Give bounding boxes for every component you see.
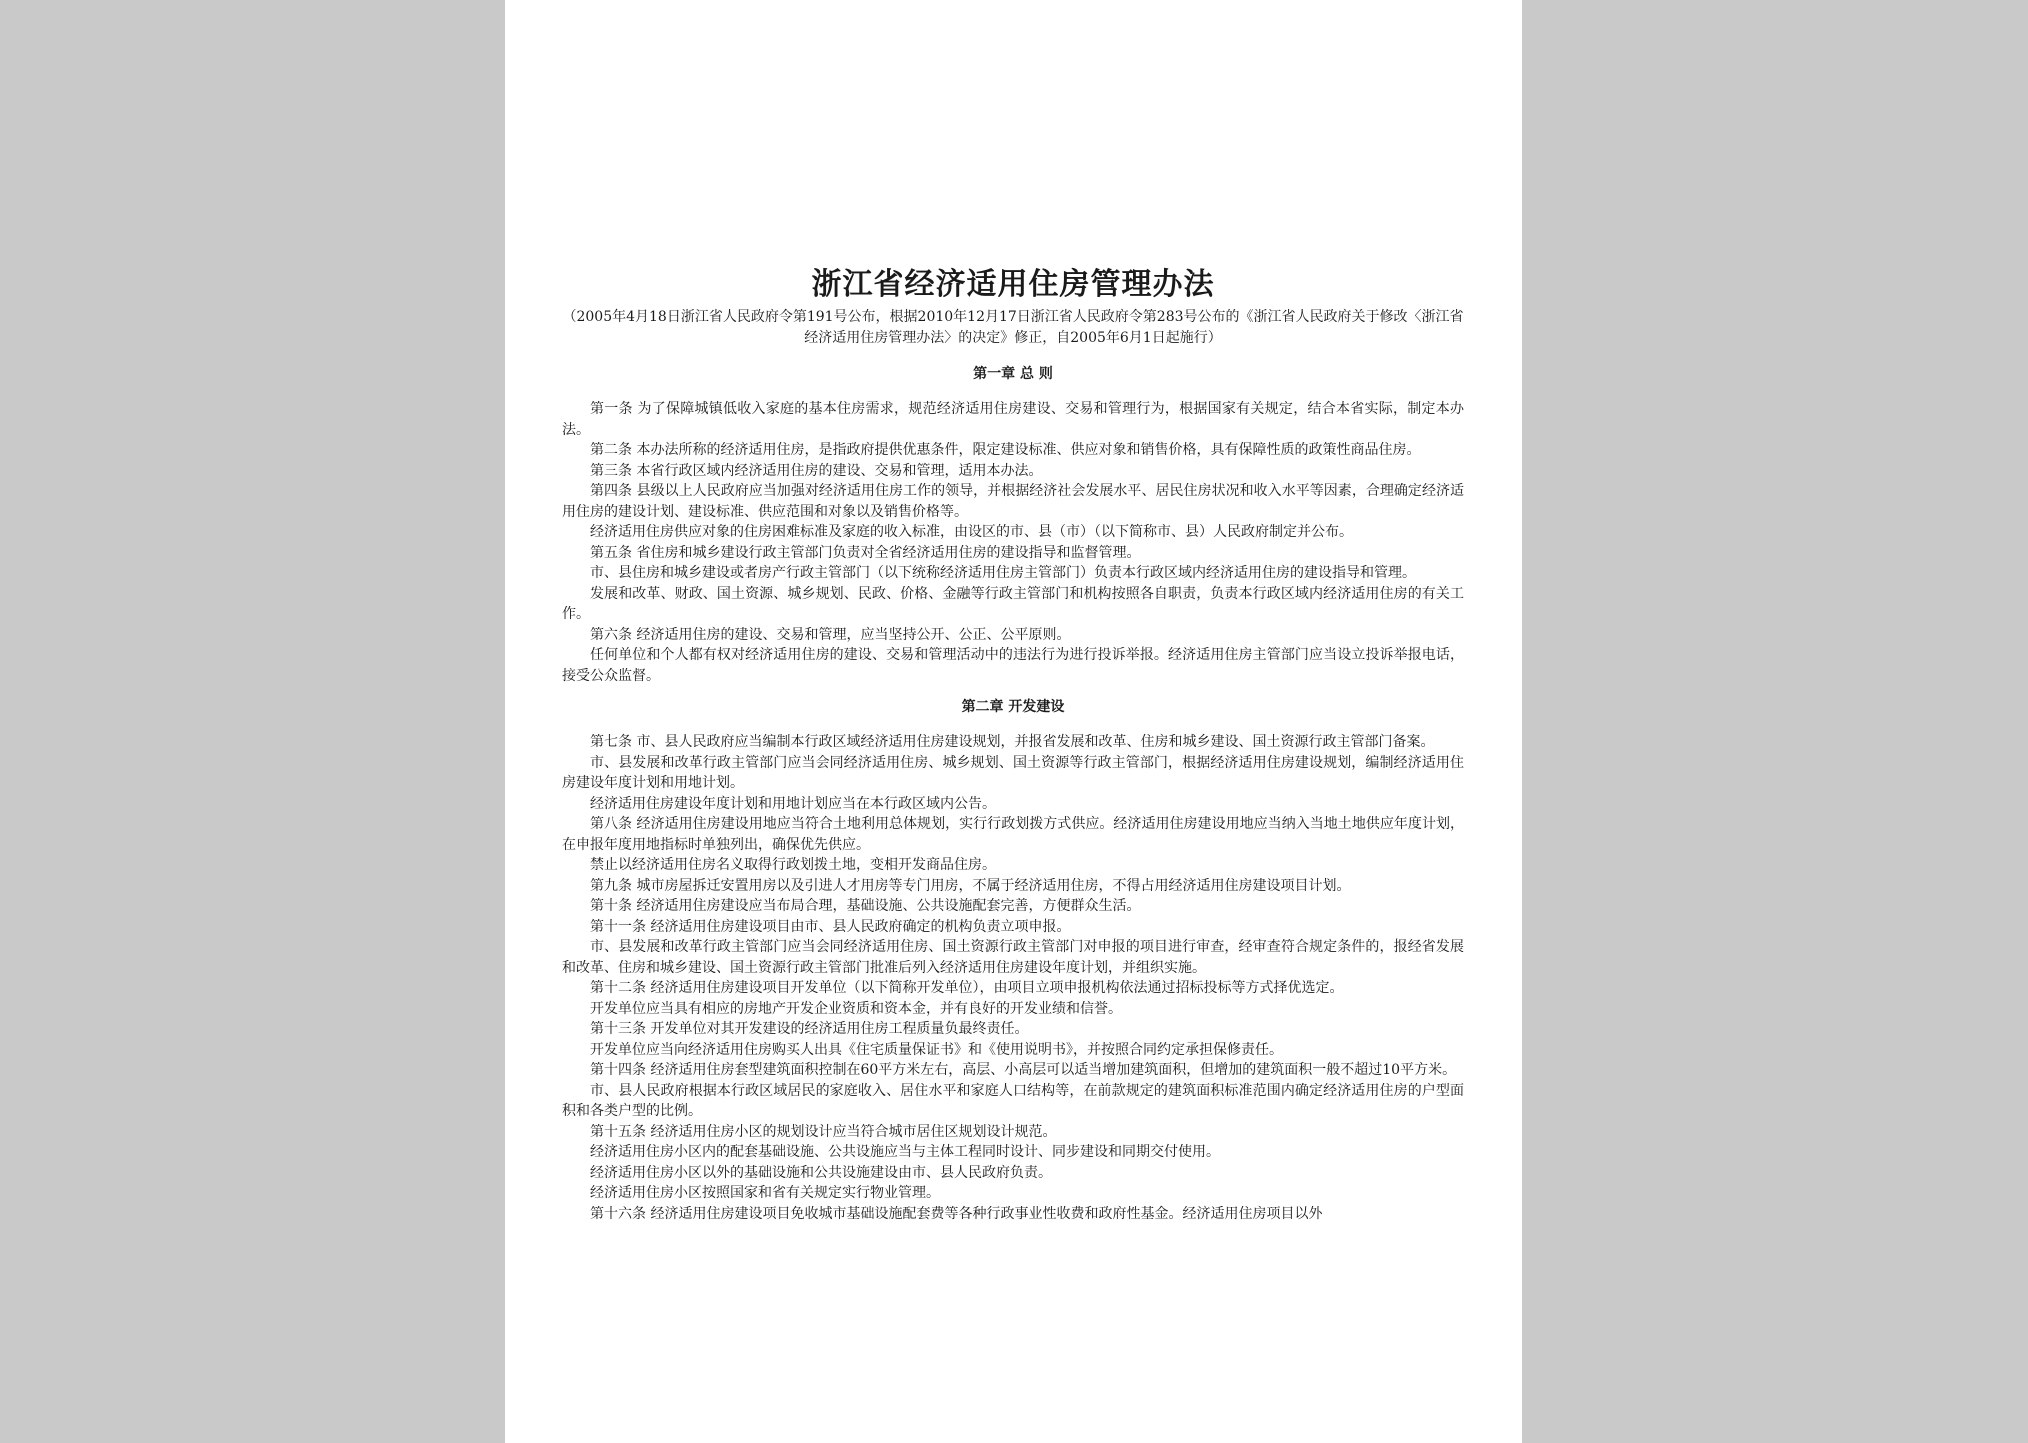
paragraph: 经济适用住房小区按照国家和省有关规定实行物业管理。: [590, 1185, 940, 1201]
paragraph: 经济适用住房建设年度计划和用地计划应当在本行政区域内公告。: [590, 795, 996, 812]
paragraph: 第三条 本省行政区域内经济适用住房的建设、交易和管理，适用本办法。: [590, 462, 1043, 479]
paragraph: 市、县人民政府根据本行政区域居民的家庭收入、居住水平和家庭人口结构等，在前款规定的建筑面积标准范围内确定经济适用住房的户型面积和各类户型的比例。: [562, 1082, 1464, 1119]
paragraph: 经济适用住房小区内的配套基础设施、公共设施应当与主体工程同时设计、同步建设和同期交付使用。: [590, 1144, 1220, 1160]
paragraph: 第十一条 经济适用住房建设项目由市、县人民政府确定的机构负责立项申报。: [590, 918, 1071, 935]
paragraph: 经济适用住房小区以外的基础设施和公共设施建设由市、县人民政府负责。: [590, 1164, 1052, 1181]
paragraph: 第二条 本办法所称的经济适用住房，是指政府提供优惠条件，限定建设标准、供应对象和销售价格，具有保障性质的政策性商品住房。: [590, 442, 1421, 458]
paragraph: 第七条 市、县人民政府应当编制本行政区域经济适用住房建设规划，并报省发展和改革、住房和城乡建设、国土资源行政主管部门备案。: [590, 734, 1435, 750]
paragraph: 禁止以经济适用住房名义取得行政划拨土地，变相开发商品住房。: [590, 857, 996, 873]
document-title: 浙江省经济适用住房管理办法: [811, 267, 1215, 302]
paragraph: 第十六条 经济适用住房建设项目免收城市基础设施配套费等各种行政事业性收费和政府性基金。经济适用住房项目以外: [590, 1205, 1323, 1222]
paragraph: 第十条 经济适用住房建设应当布局合理，基础设施、公共设施配套完善，方便群众生活。: [590, 898, 1141, 914]
chapter-heading: 第二章 开发建设: [961, 699, 1065, 715]
paragraph: 任何单位和个人都有权对经济适用住房的建设、交易和管理活动中的违法行为进行投诉举报。经济适用住房主管部门应当设立投诉举报电话，接受公众监督。: [562, 647, 1464, 684]
paragraph: 第五条 省住房和城乡建设行政主管部门负责对全省经济适用住房的建设指导和监督管理。: [590, 544, 1141, 561]
paragraph: 第六条 经济适用住房的建设、交易和管理，应当坚持公开、公正、公平原则。: [590, 626, 1071, 643]
paragraph: 第十二条 经济适用住房建设项目开发单位（以下简称开发单位），由项目立项申报机构依法通过招标投标等方式择优选定。: [590, 980, 1344, 996]
document-note: （2005年4月18日浙江省人民政府令第191号公布，根据2010年12月17日浙江省人民政府令第283号公布的《浙江省人民政府关于修改〈浙江省经济适用住房管理办法〉的决定》修正，自2005年6月1日起施行）: [562, 309, 1464, 346]
chapter-heading: 第一章 总 则: [973, 366, 1053, 382]
paragraph: 第八条 经济适用住房建设用地应当符合土地利用总体规划，实行行政划拨方式供应。经济适用住房建设用地应当纳入当地土地供应年度计划，在申报年度用地指标时单独列出，确保优先供应。: [562, 816, 1464, 853]
paragraph: 第十三条 开发单位对其开发建设的经济适用住房工程质量负最终责任。: [590, 1021, 1029, 1037]
paragraph: 第十五条 经济适用住房小区的规划设计应当符合城市居住区规划设计规范。: [590, 1123, 1057, 1140]
chapter-2-body: [562, 732, 1464, 1224]
paragraph: 第十四条 经济适用住房套型建筑面积控制在60平方米左右，高层、小高层可以适当增加建筑面积，但增加的建筑面积一般不超过10平方米。: [590, 1062, 1457, 1078]
paragraph: 发展和改革、财政、国土资源、城乡规划、民政、价格、金融等行政主管部门和机构按照各自职责，负责本行政区域内经济适用住房的有关工作。: [562, 585, 1464, 622]
section-gap: [562, 686, 1464, 696]
paragraph: 经济适用住房供应对象的住房困难标准及家庭的收入标准，由设区的市、县（市）（以下简称市、县）人民政府制定并公布。: [590, 524, 1353, 540]
paragraph: 第一条 为了保障城镇低收入家庭的基本住房需求，规范经济适用住房建设、交易和管理行为，根据国家有关规定，结合本省实际，制定本办法。: [562, 401, 1464, 438]
chapter-1-body: [562, 399, 1464, 686]
paragraph: 市、县发展和改革行政主管部门应当会同经济适用住房、城乡规划、国土资源等行政主管部门，根据经济适用住房建设规划，编制经济适用住房建设年度计划和用地计划。: [562, 754, 1464, 791]
document-page: [505, 0, 1522, 1443]
paragraph: 第九条 城市房屋拆迁安置用房以及引进人才用房等专门用房，不属于经济适用住房，不得占用经济适用住房建设项目计划。: [590, 877, 1351, 894]
paragraph: 开发单位应当具有相应的房地产开发企业资质和资本金，并有良好的开发业绩和信誉。: [590, 1000, 1122, 1017]
paragraph: 市、县发展和改革行政主管部门应当会同经济适用住房、国土资源行政主管部门对申报的项目进行审查，经审查符合规定条件的，报经省发展和改革、住房和城乡建设、国土资源行政主管部门批准后列入经济适用住房建设年度计划，并组织实施。: [562, 939, 1464, 976]
paragraph: 市、县住房和城乡建设或者房产行政主管部门（以下统称经济适用住房主管部门）负责本行政区域内经济适用住房的建设指导和管理。: [590, 565, 1416, 581]
paragraph: 开发单位应当向经济适用住房购买人出具《住宅质量保证书》和《使用说明书》，并按照合同约定承担保修责任。: [590, 1041, 1283, 1058]
paragraph: 第四条 县级以上人民政府应当加强对经济适用住房工作的领导，并根据经济社会发展水平、居民住房状况和收入水平等因素，合理确定经济适用住房的建设计划、建设标准、供应范围和对象以及销售价格等。: [562, 483, 1464, 520]
